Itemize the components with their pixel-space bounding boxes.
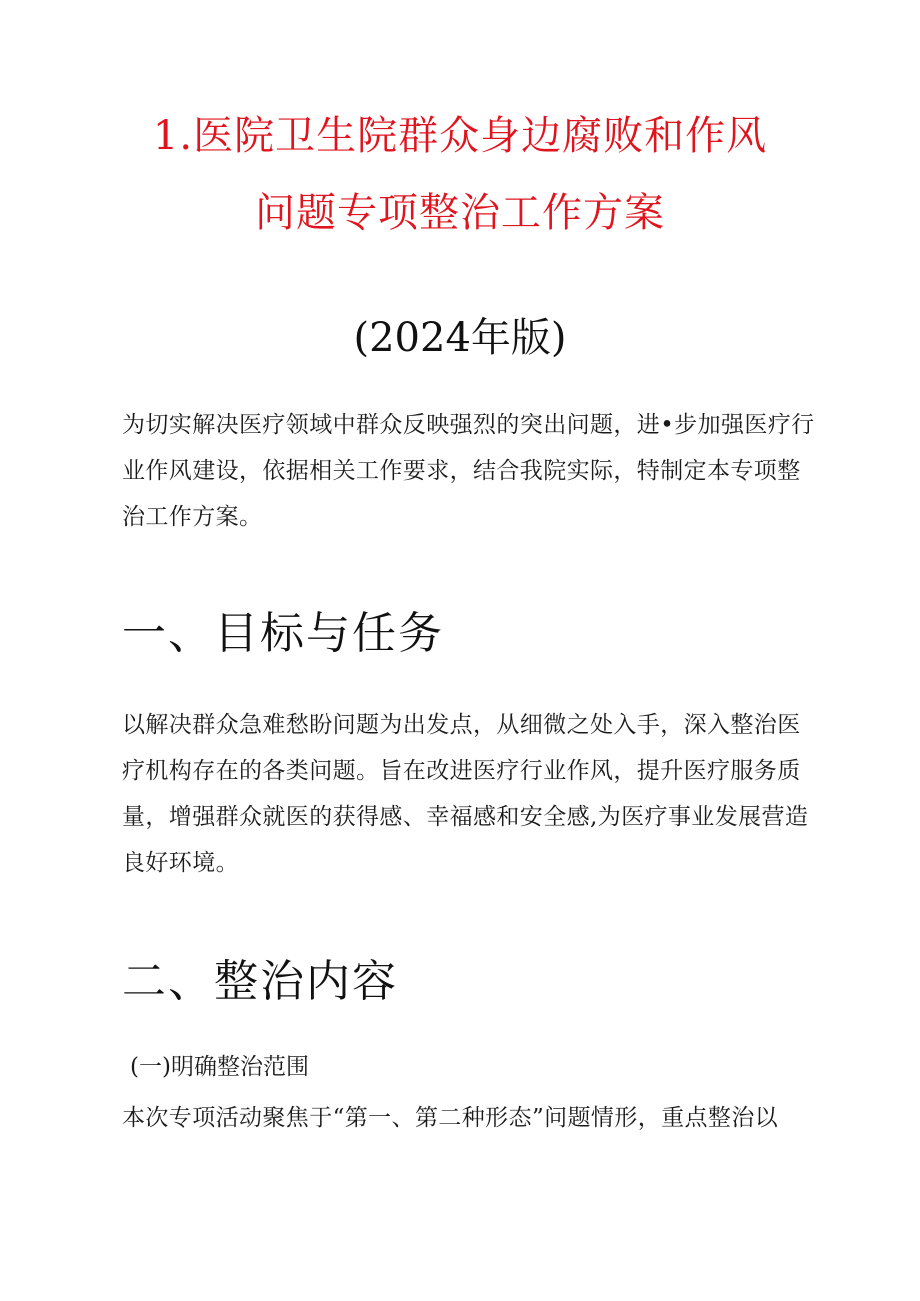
- scope-line: 本次专项活动聚焦于“第一、第二种形态”问题情形，重点整治以: [122, 1105, 779, 1131]
- edition-label: (2024年版): [353, 315, 567, 361]
- intro-line: 为切实解决医疗领域中群众反映强烈的突出问题，进•步加强医疗行: [122, 412, 815, 438]
- goals-line: 良好环境。: [122, 850, 239, 876]
- intro-line: 治工作方案。: [122, 504, 263, 530]
- goals-line: 疗机构存在的各类问题。旨在改进医疗行业作风，提升医疗服务质: [122, 758, 801, 784]
- section-heading-content: 二、整治内容: [122, 956, 398, 1007]
- goals-line: 以解决群众急难愁盼问题为出发点，从细微之处入手，深入整治医: [122, 712, 801, 738]
- goals-paragraph: [122, 702, 812, 886]
- document-title-line-1: 1.医院卫生院群众身边腐败和作风: [152, 113, 768, 159]
- scope-paragraph: [122, 1095, 812, 1141]
- intro-paragraph: [122, 402, 815, 540]
- section-heading-goals: 一、目标与任务: [122, 608, 444, 659]
- document-title-line-2: 问题专项整治工作方案: [255, 190, 665, 236]
- intro-line: 业作风建设，依据相关工作要求，结合我院实际，特制定本专项整: [122, 458, 801, 484]
- subsection-heading-scope: (一)明确整治范围: [130, 1054, 309, 1080]
- goals-line: 量，增强群众就医的获得感、幸福感和安全感,为医疗事业发展营造: [122, 804, 809, 830]
